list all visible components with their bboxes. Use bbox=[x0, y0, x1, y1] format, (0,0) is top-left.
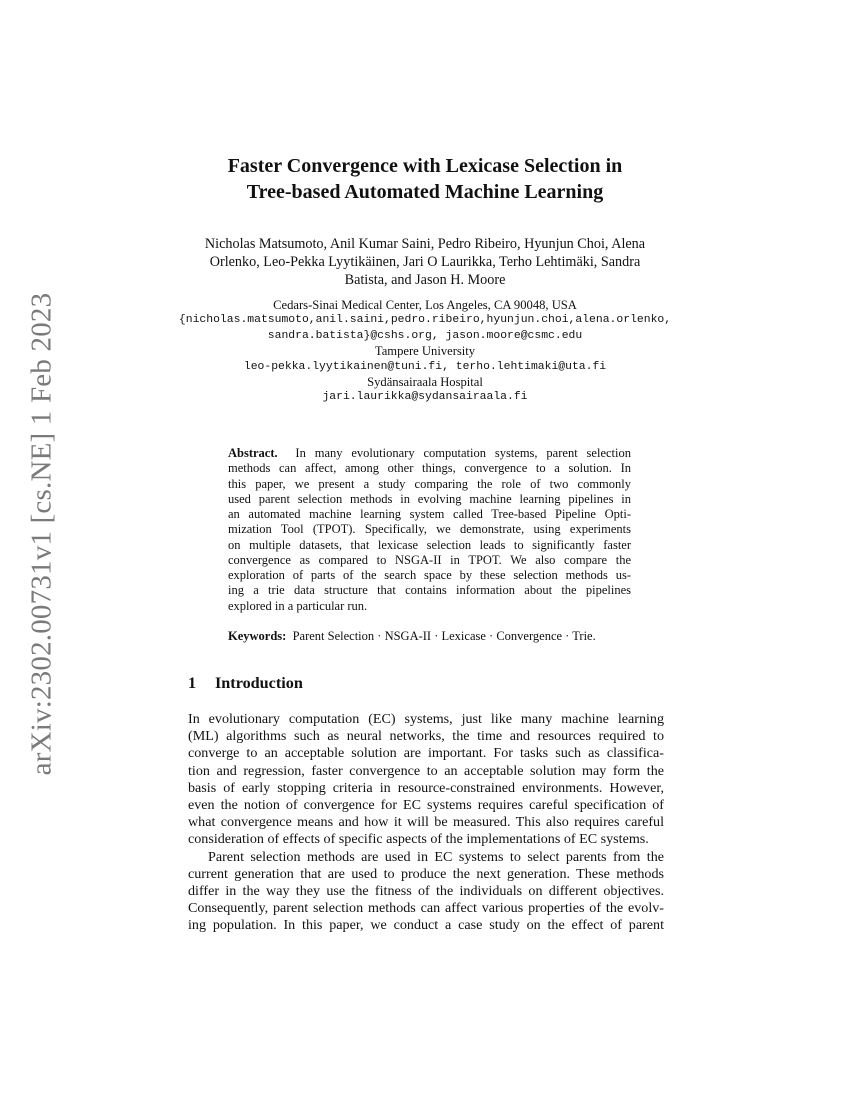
body-line: tion and regression, faster convergence to an acceptable solution may form the bbox=[188, 762, 664, 779]
author-line: Batista, and Jason H. Moore bbox=[344, 272, 506, 288]
email-list: {nicholas.matsumoto,anil.saini,pedro.ribeiro,hyunjun.choi,alena.orlenko, bbox=[178, 314, 672, 327]
keywords-label: Keywords: bbox=[228, 629, 287, 643]
abstract-line: ing a trie data structure that contains information about the pipelines bbox=[228, 583, 631, 598]
abstract-line: mization Tool (TPOT). Specifically, we demonstrate, using experiments bbox=[228, 522, 631, 537]
introduction-body bbox=[188, 711, 664, 935]
body-line: what convergence means and how it will be measured. This also requires careful bbox=[188, 814, 664, 831]
author-list bbox=[150, 235, 700, 289]
body-line: (ML) algorithms such as neural networks, the time and resources required to bbox=[188, 728, 664, 745]
keywords bbox=[228, 629, 648, 644]
body-line: even the notion of convergence for EC systems requires careful specification of bbox=[188, 797, 664, 814]
institution-name: Sydänsairaala Hospital bbox=[367, 375, 483, 390]
institution-name: Tampere University bbox=[374, 344, 476, 359]
abstract-label: Abstract. bbox=[228, 446, 278, 460]
author-line: Nicholas Matsumoto, Anil Kumar Saini, Pedro Ribeiro, Hyunjun Choi, Alena bbox=[204, 236, 646, 252]
paper-title bbox=[125, 153, 725, 205]
title-line: Tree-based Automated Machine Learning bbox=[246, 181, 604, 203]
institution-name: Cedars-Sinai Medical Center, Los Angeles, CA 90048, USA bbox=[273, 298, 577, 312]
abstract-line: used parent selection methods in evolving machine learning pipelines in bbox=[228, 491, 631, 506]
body-line: basis of early stopping criteria in resource-constrained environments. However, bbox=[188, 779, 664, 796]
abstract-line: this paper, we present a study comparing the role of two commonly bbox=[228, 476, 631, 491]
author-line: Orlenko, Leo-Pekka Lyytikäinen, Jari O Laurikka, Terho Lehtimäki, Sandra bbox=[209, 254, 641, 270]
body-line: ing population. In this paper, we conduct a case study on the effect of parent bbox=[188, 917, 664, 934]
body-line: consideration of effects of specific aspects of the implementations of EC systems. bbox=[188, 831, 649, 848]
abstract-line: explored in a particular run. bbox=[228, 598, 368, 613]
arxiv-identifier-stamp: arXiv:2302.00731v1 [cs.NE] 1 Feb 2023 bbox=[25, 292, 58, 776]
section-number: 1 bbox=[188, 674, 197, 692]
email-list: leo-pekka.lyytikainen@tuni.fi, terho.lehtimaki@uta.fi bbox=[243, 360, 607, 373]
body-line: Parent selection methods are used in EC systems to select parents from the bbox=[208, 848, 664, 865]
email-list: jari.laurikka@sydansairaala.fi bbox=[322, 391, 528, 404]
body-line: In evolutionary computation (EC) systems, just like many machine learning bbox=[188, 711, 664, 727]
title-line: Faster Convergence with Lexicase Selection in bbox=[227, 155, 623, 177]
keywords-text: Parent Selection · NSGA-II · Lexicase · Convergence · Trie. bbox=[292, 629, 596, 643]
body-line: current generation that are used to produce the next generation. These methods bbox=[188, 865, 664, 882]
body-line: converge to an acceptable solution are important. For tasks such as classifica- bbox=[188, 745, 664, 762]
abstract-text: In many evolutionary computation systems, parent selection bbox=[295, 446, 631, 460]
abstract-line: methods can affect, among other things, convergence to a solution. In bbox=[228, 461, 631, 476]
abstract-line: on multiple datasets, that lexicase selection leads to significantly faster bbox=[228, 537, 631, 552]
abstract-line: convergence as compared to NSGA-II in TPOT. We also compare the bbox=[228, 552, 631, 567]
abstract bbox=[228, 446, 631, 614]
body-line: differ in the way they use the fitness of the individuals on different objectives. bbox=[188, 883, 664, 900]
abstract-line: an automated machine learning system called Tree-based Pipeline Opti- bbox=[228, 507, 631, 521]
section-heading bbox=[188, 674, 303, 693]
affiliations bbox=[125, 298, 725, 406]
abstract-line: exploration of parts of the search space by these selection methods us- bbox=[228, 568, 631, 582]
email-list: sandra.batista}@cshs.org, jason.moore@csmc.edu bbox=[267, 329, 583, 342]
body-line: Consequently, parent selection methods can affect various properties of the evolv- bbox=[188, 900, 664, 917]
section-title: Introduction bbox=[215, 674, 303, 692]
abstract-line bbox=[228, 446, 631, 461]
